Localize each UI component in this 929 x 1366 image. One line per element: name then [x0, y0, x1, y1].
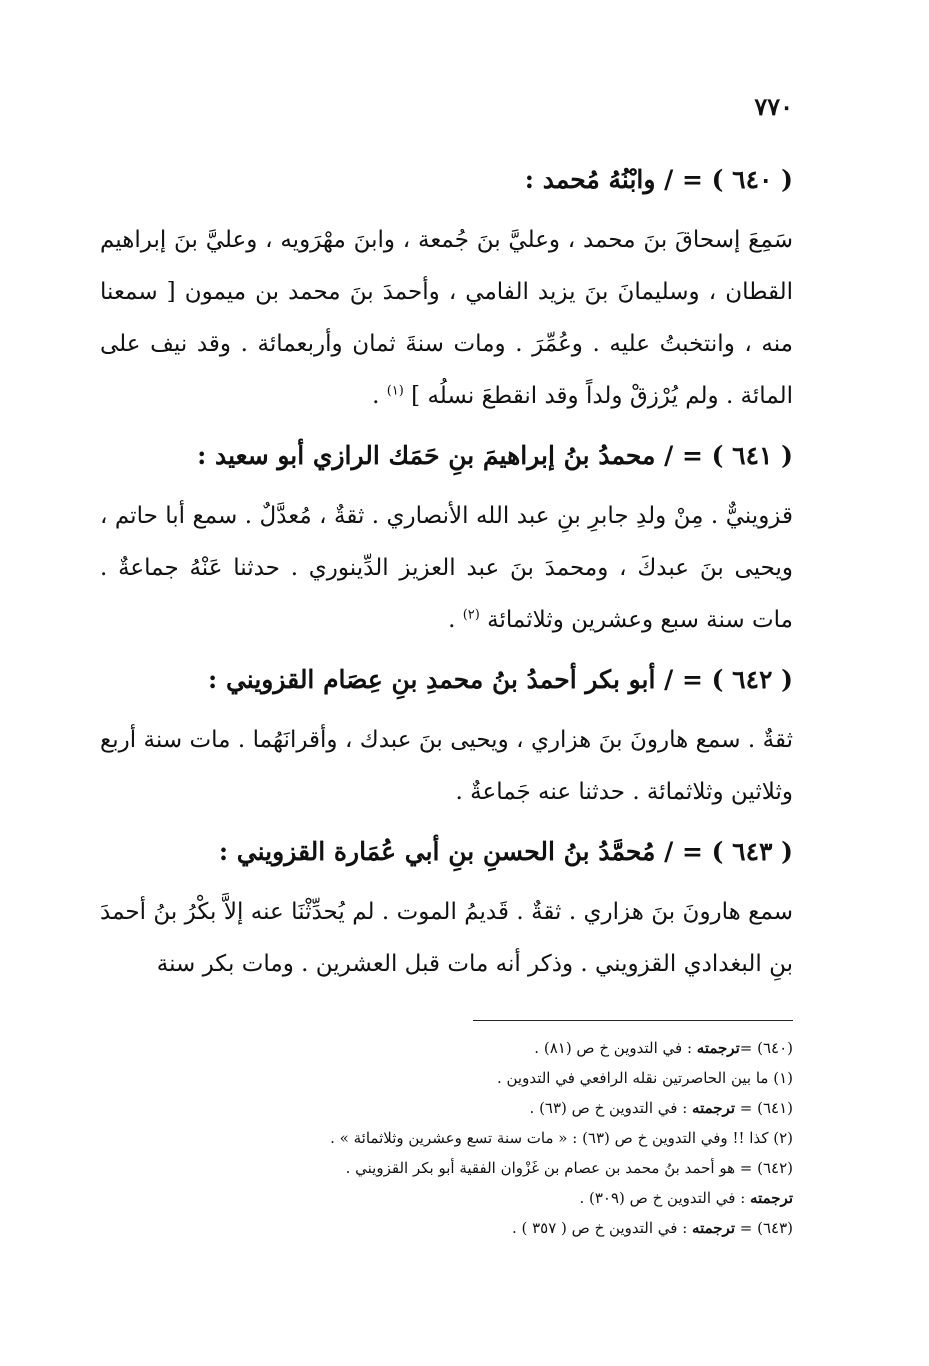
footnote-reference: (٢) — [462, 607, 480, 623]
entry-641 — [100, 436, 793, 646]
footnote-bold: ترجمته — [692, 1099, 735, 1117]
entry-text: ثقةٌ . سمع هارونَ بنَ هزاري ، ويحيى بنَ عبدك ، وأقرانَهُما . مات سنة أربع وثلاثين وثلاثمائة . حدثنا عنه جَماعةٌ . — [100, 727, 793, 805]
entry-body — [100, 886, 793, 990]
footnote-text: : في التدوين خ ص (٨١) . — [534, 1039, 697, 1057]
footnote-line — [233, 1093, 793, 1123]
footnote-line — [233, 1183, 793, 1213]
page-number: ٧٧٠ — [754, 92, 793, 121]
footnote-line — [233, 1213, 793, 1243]
main-text — [100, 160, 793, 1004]
entry-text: قزوينيٌّ . مِنْ ولدِ جابرِ بنِ عبد الله الأنصاري . ثقةٌ ، مُعدَّلٌ . سمع أبا حاتم ، ويحيى بنَ عبدكَ ، ومحمدَ بنَ عبد العزيز الدِّينوري . حدثنا عَنْهُ جماعةٌ . مات سنة سبع وعشرين وثلاثمائة — [100, 503, 793, 633]
entry-body — [100, 714, 793, 818]
entry-643 — [100, 832, 793, 990]
footnote-bold: ترجمته — [750, 1189, 793, 1207]
entry-tail: . — [372, 383, 387, 409]
footnote-text: (١) ما بين الحاصرتين نقله الرافعي في التدوين . — [496, 1069, 793, 1087]
footnote-line — [233, 1063, 793, 1093]
entry-heading: ( ٦٤١ ) = / محمدُ بنُ إبراهيمَ بنِ حَمَك الرازي أبو سعيد : — [197, 441, 793, 470]
footnote-text: : في التدوين خ ص (٦٣) . — [529, 1099, 693, 1117]
footnote-line — [233, 1153, 793, 1183]
entry-body — [100, 214, 793, 422]
footnote-bold: ترجمته — [696, 1039, 740, 1057]
entry-heading: ( ٦٤٢ ) = / أبو بكر أحمدُ بنُ محمدِ بنِ عِصَام القزويني : — [208, 665, 793, 694]
footnotes — [233, 1020, 793, 1243]
entry-heading: ( ٦٤٠ ) = / وابْنُهُ مُحمد : — [524, 165, 793, 194]
footnote-prefix: (٦٤١) = — [735, 1099, 793, 1117]
footnote-text: (٢) كذا !! وفي التدوين خ ص (٦٣) : « مات سنة تسع وعشرين وثلاثمائة » . — [330, 1129, 793, 1147]
footnote-bold: ترجمته — [692, 1219, 735, 1237]
entry-text: سمع هارونَ بنَ هزاري . ثقةٌ . قَديمُ الموت . لم يُحدِّثْنَا عنه إلاَّ بكْرُ بنُ أحمدَ بنِ البغدادي القزويني . وذكر أنه مات قبل العشرين . ومات بكر سنة — [100, 899, 793, 977]
footnote-text: : في التدوين خ ص ( ٣٥٧ ) . — [511, 1219, 693, 1237]
footnote-text: (٦٤٢) = هو أحمد بنُ محمد بن عصام بن غَزْوان الفقية أبو بكر القزويني . — [345, 1159, 793, 1177]
entry-tail: . — [448, 607, 463, 633]
footnote-reference: (١) — [386, 383, 404, 399]
entry-640 — [100, 160, 793, 422]
footnote-divider — [473, 1020, 793, 1021]
footnote-line — [233, 1033, 793, 1063]
entry-heading: ( ٦٤٣ ) = / مُحمَّدُ بنُ الحسنِ بنِ أبي عُمَارة القزويني : — [218, 837, 793, 866]
footnote-text: : في التدوين خ ص (٣٠٩) . — [579, 1189, 751, 1207]
footnote-prefix: (٦٤٠) = — [739, 1039, 793, 1057]
footnote-line — [233, 1123, 793, 1153]
footnote-prefix: (٦٤٣) = — [735, 1219, 793, 1237]
entry-642 — [100, 660, 793, 818]
entry-body — [100, 490, 793, 646]
entry-text: سَمِعَ إسحاقَ بنَ محمد ، وعليَّ بنَ جُمعة ، وابنَ مهْرَويه ، وعليَّ بنَ إبراهيم القطان ، وسليمانَ بنَ يزيد الفامي ، وأحمدَ بنَ محمد بن ميمون [ سمعنا منه ، وانتخبتُ عليه . وعُمِّرَ . ومات سنةَ ثمان وأربعمائة . وقد نيف على المائة . ولم يُرْزقْ ولداً وقد انقطعَ نسلُه ] — [100, 227, 793, 409]
